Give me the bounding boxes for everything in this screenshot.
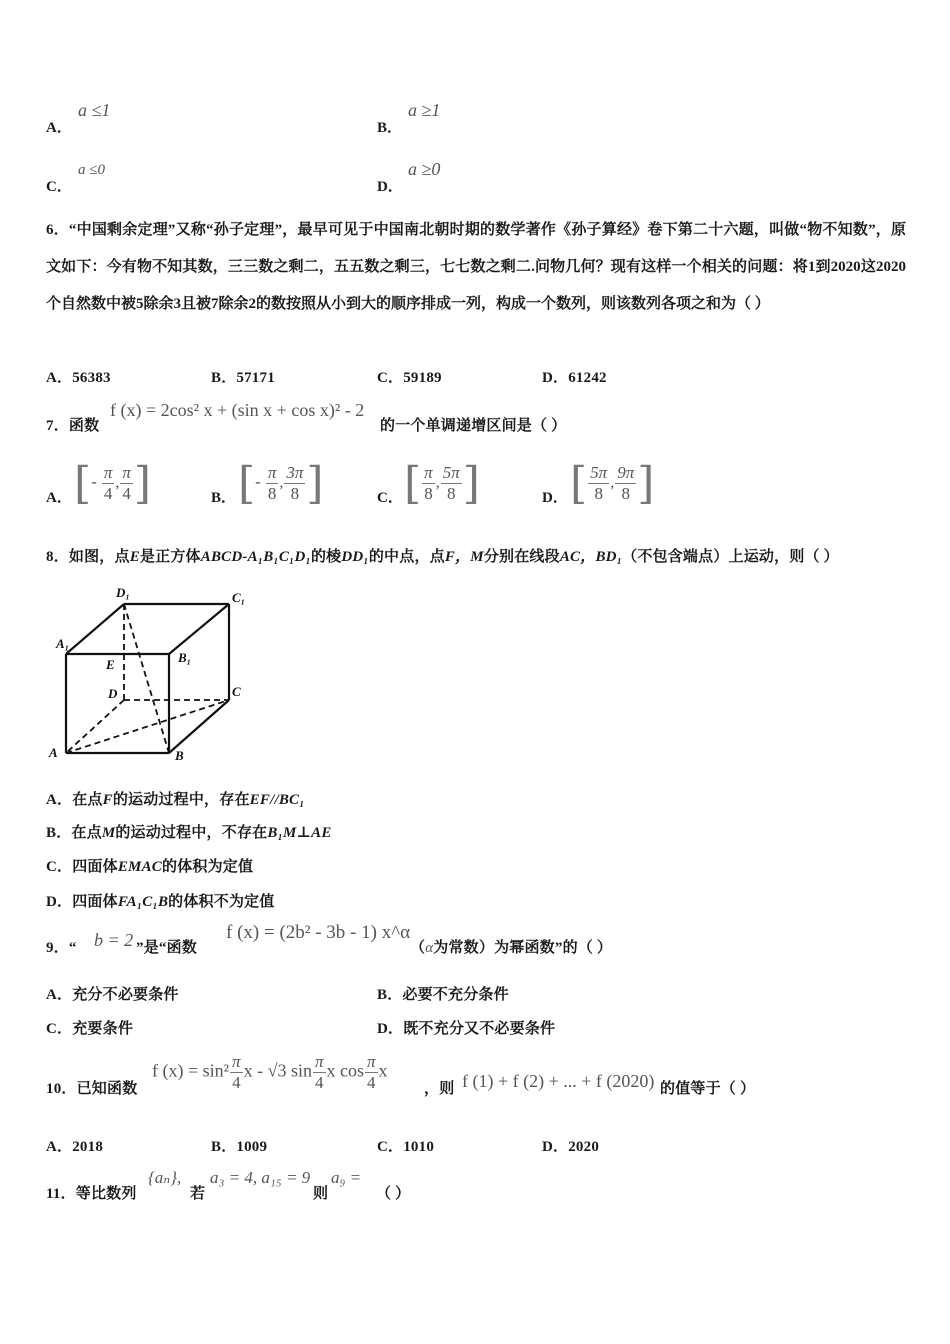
q8-option-c: C．四面体EMAC的体积为定值 (46, 859, 254, 875)
edge-a1-d1 (66, 604, 124, 654)
q7-option-b-interval: [- $\frac{\pi}{8}$ , $\frac{3\pi}{8}$ ] (238, 458, 324, 509)
q5-option-b-label: B． (377, 120, 403, 136)
edge-b1-c1 (169, 604, 229, 654)
q7-option-d-label: D． (542, 490, 568, 506)
q11-prefix: 11．等比数列 (46, 1186, 137, 1202)
q10-option-c: C．1010 (377, 1139, 435, 1155)
q10-sum: f (1) + f (2) + ... + f (2020) (462, 1071, 655, 1091)
q5-option-a-math: a ≤1 (78, 100, 111, 120)
label-d1: D₁ (116, 585, 130, 600)
q9-prefix: 9．“ (46, 940, 77, 956)
q11-then: 则 (313, 1186, 329, 1202)
label-e: E (106, 657, 115, 672)
label-b: B (175, 748, 184, 763)
cube-figure (44, 582, 254, 767)
diag-a-c (66, 700, 229, 753)
q7-option-b-label: B． (211, 490, 237, 506)
q7-formula: f (x) = 2cos² x + (sin x + cos x)² - 2 (110, 400, 365, 420)
label-b1: B₁ (178, 650, 192, 665)
q5-option-d-label: D． (377, 179, 403, 195)
q7-option-d-interval: [ $\frac{5\pi}{8}$ , $\frac{9\pi}{8}$ ] (570, 458, 655, 509)
q9-option-a: A．充分不必要条件 (46, 987, 179, 1003)
label-a: A (49, 745, 58, 760)
q5-option-c-label: C． (46, 179, 72, 195)
q7-prefix: 7．函数 (46, 418, 100, 434)
q10-prefix: 10．已知函数 (46, 1081, 138, 1097)
q10-suffix: 的值等于（ ） (660, 1081, 756, 1097)
label-a1: A₁ (56, 636, 70, 651)
q7-option-c-label: C． (377, 490, 403, 506)
q9-option-d: D．既不充分又不必要条件 (377, 1021, 556, 1037)
q6-option-d: D．61242 (542, 370, 607, 386)
q9-option-b: B．必要不充分条件 (377, 987, 509, 1003)
label-c: C (232, 684, 241, 699)
edge-d-a (66, 700, 124, 753)
q5-option-d-math: a ≥0 (408, 159, 441, 179)
diag-d1-b (124, 604, 169, 753)
q10-formula: f (x) = sin² $\frac{\pi}{4}$ x - √3 sin $\frac{\pi}{4}$ x cos $\frac{\pi}{4}$ x (152, 1052, 388, 1092)
q6-option-b: B．57171 (211, 370, 275, 386)
q9-mid: ”是“函数 (136, 940, 198, 956)
q10-then: ，则 (424, 1081, 455, 1097)
q6-option-a: A．56383 (46, 370, 111, 386)
q11-condition: a₃ = 4, a₁₅ = 9 (210, 1168, 311, 1187)
q7-option-a-label: A． (46, 490, 72, 506)
q8-option-d: D．四面体FA₁C₁B的体积不为定值 (46, 894, 275, 910)
q10-option-a: A．2018 (46, 1139, 104, 1155)
q8-option-a: A．在点F的运动过程中，存在EF//BC₁ (46, 792, 305, 808)
q7-option-c-interval: [ $\frac{\pi}{8}$ , $\frac{5\pi}{8}$ ] (404, 458, 480, 509)
q9-condition: b = 2 (94, 930, 134, 950)
label-c1: C₁ (232, 590, 246, 605)
q8-stem: 8．如图，点E是正方体ABCD-A₁B₁C₁D₁的棱DD₁的中点，点F，M分别在线段AC，BD₁（不包含端点）上运动，则（ ） (46, 549, 839, 565)
label-d: D (108, 686, 118, 701)
q11-target: a₉ = (331, 1168, 362, 1187)
edge-b-c (169, 700, 229, 753)
q11-if: 若 (190, 1186, 206, 1202)
q10-option-d: D．2020 (542, 1139, 600, 1155)
q5-option-a-label: A． (46, 120, 72, 136)
q8-option-b: B．在点M的运动过程中，不存在B₁M⊥AE (46, 825, 332, 841)
q9-suffix: （α为常数）为幂函数”的（ ） (410, 940, 613, 956)
q7-option-a-interval: [- $\frac{\pi}{4}$ , $\frac{\pi}{4}$ ] (74, 458, 152, 509)
q7-suffix: 的一个单调递增区间是（ ） (380, 418, 567, 434)
q10-option-b: B．1009 (211, 1139, 268, 1155)
q5-option-b-math: a ≥1 (408, 100, 441, 120)
q9-formula: f (x) = (2b² - 3b - 1) x^α (226, 922, 411, 943)
q6-option-c: C．59189 (377, 370, 442, 386)
q11-suffix: （ ） (376, 1186, 411, 1202)
q5-option-c-math: a ≤0 (78, 162, 105, 178)
q6-stem: 6．“中国剩余定理”又称“孙子定理”，最早可见于中国南北朝时期的数学著作《孙子算经》卷下第二十六题，叫做“物不知数”，原文如下：今有物不知其数，三三数之剩二，五五数之剩三，七七数之剩二.问物几何？现有这样一个相关的问题：将1到2020这2020个自然数中被5除余3且被7除余2的数按照从小到大的顺序排成一列，构成一个数列，则该数列各项之和为（ ） (46, 222, 906, 312)
q9-option-c: C．充要条件 (46, 1021, 134, 1037)
q11-sequence: {aₙ}, (148, 1168, 182, 1187)
